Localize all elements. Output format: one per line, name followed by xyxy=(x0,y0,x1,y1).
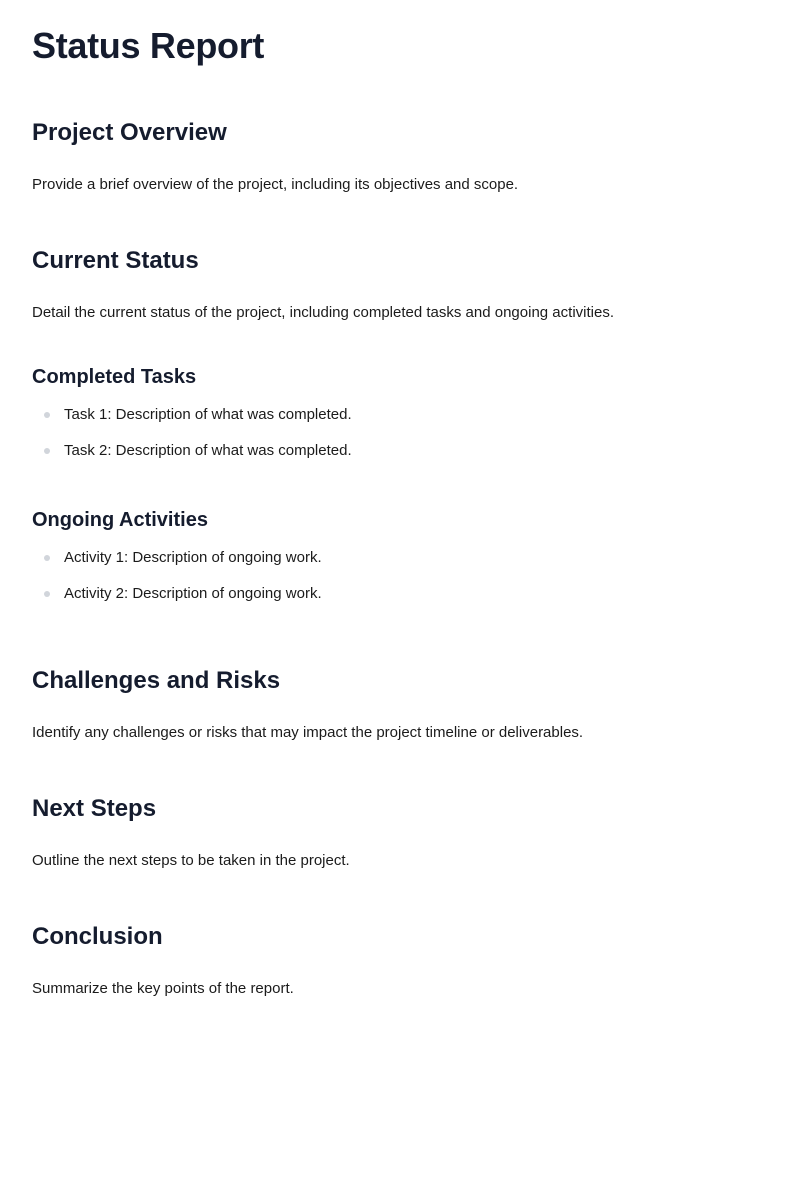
list-item-text: Task 2: Description of what was completed. xyxy=(64,442,352,459)
ongoing-activities-list xyxy=(32,547,768,619)
list-item-text: Activity 1: Description of ongoing work. xyxy=(64,549,322,566)
section-heading-next-steps: Next Steps xyxy=(32,795,157,822)
section-body-challenges-and-risks: Identify any challenges or risks that may impact the project timeline or deliverables. xyxy=(32,724,584,741)
bullet-icon xyxy=(44,412,50,418)
list-item-text: Activity 2: Description of ongoing work. xyxy=(64,585,322,602)
section-heading-conclusion: Conclusion xyxy=(32,923,163,950)
completed-tasks-list xyxy=(32,404,768,476)
section-heading-project-overview: Project Overview xyxy=(32,119,227,146)
subsection-heading-ongoing-activities: Ongoing Activities xyxy=(32,509,208,531)
section-body-next-steps: Outline the next steps to be taken in the project. xyxy=(32,852,350,869)
section-heading-current-status: Current Status xyxy=(32,247,199,274)
list-item-text: Task 1: Description of what was completed. xyxy=(64,406,352,423)
list-item xyxy=(32,404,768,440)
subsection-heading-completed-tasks: Completed Tasks xyxy=(32,366,197,388)
bullet-icon xyxy=(44,448,50,454)
bullet-icon xyxy=(44,555,50,561)
section-body-current-status: Detail the current status of the project, including completed tasks and ongoing activities. xyxy=(32,304,614,321)
list-item xyxy=(32,547,768,583)
list-item xyxy=(32,583,768,619)
list-item xyxy=(32,440,768,476)
page-title: Status Report xyxy=(32,25,265,66)
bullet-icon xyxy=(44,591,50,597)
section-body-conclusion: Summarize the key points of the report. xyxy=(32,980,294,997)
section-body-project-overview: Provide a brief overview of the project, including its objectives and scope. xyxy=(32,176,519,193)
section-heading-challenges-and-risks: Challenges and Risks xyxy=(32,667,281,694)
